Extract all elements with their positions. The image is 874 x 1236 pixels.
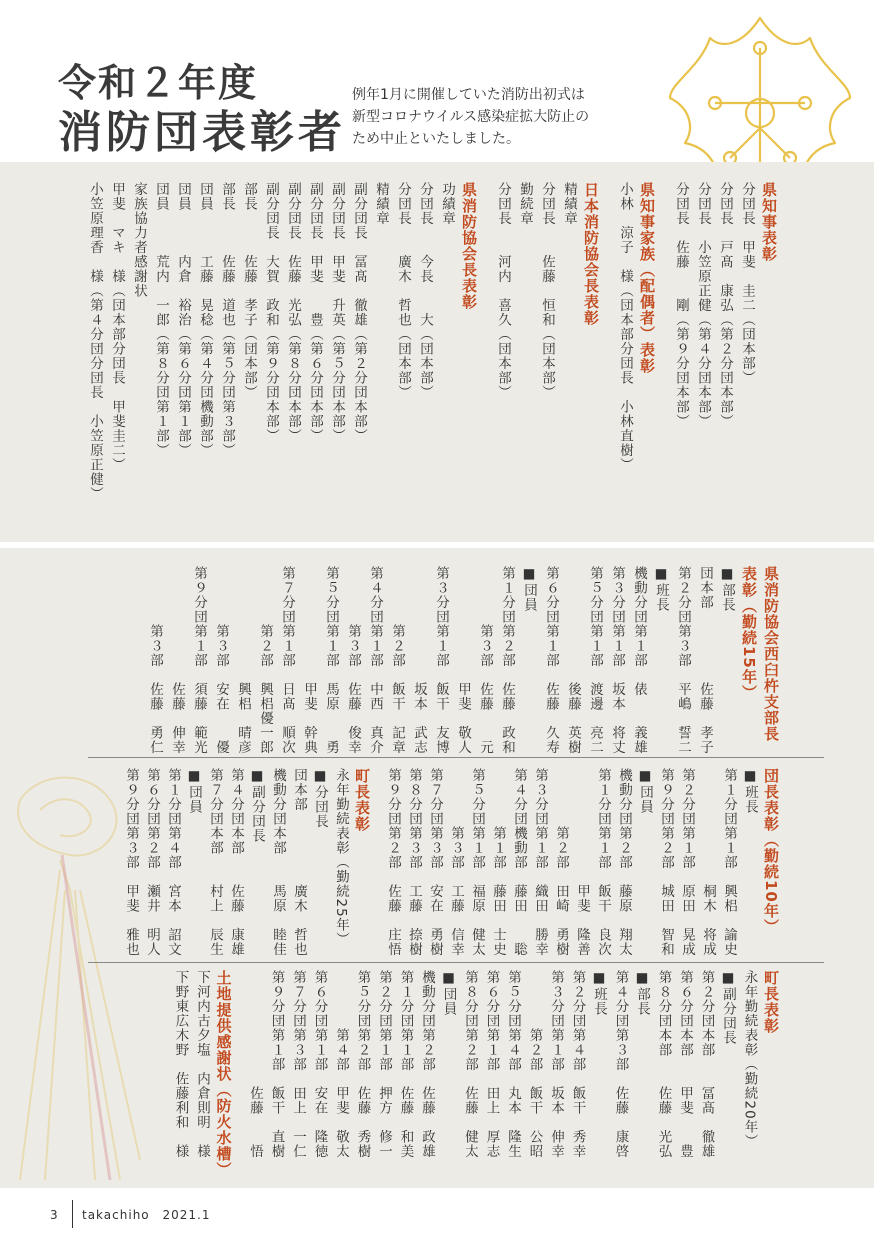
section-divider bbox=[88, 757, 824, 758]
award-entry: ■副分団長 bbox=[720, 970, 736, 1045]
intro-line: ため中止といたしました。 bbox=[352, 131, 520, 147]
award-entry: 第６分団第１部 田上 厚志 bbox=[483, 970, 500, 1159]
award-entry: 第１部 藤田 士史 bbox=[490, 768, 506, 957]
award-entry: 第２分団第３部 平嶋 誓二 bbox=[675, 566, 691, 755]
award-entry: 分団長 河内 喜久（団本部） bbox=[495, 182, 511, 400]
award-entry: 興梠 晴彦 bbox=[235, 566, 251, 755]
intro-text bbox=[352, 84, 589, 150]
award-entry: ■団員 bbox=[521, 566, 537, 612]
page-number: 3 bbox=[50, 1208, 58, 1222]
award-section-heading: 県知事表彰 bbox=[760, 182, 778, 262]
award-entry: 分団長 佐藤 恒和（団本部） bbox=[539, 182, 555, 400]
award-entry: 機動分団第２部 佐藤 政雄 bbox=[419, 970, 435, 1159]
award-entry: 第９分団第３部 甲斐 雅也 bbox=[123, 768, 139, 957]
issue-date: 2021.1 bbox=[162, 1208, 211, 1222]
award-entry: 機動分団本部 馬原 睦佳 bbox=[270, 768, 286, 957]
award-entry: 分団長 小笠原正健（第４分団本部） bbox=[695, 182, 711, 429]
award-entry: 第４分団第１部 中西 真介 bbox=[367, 566, 383, 755]
footer-magazine bbox=[82, 1208, 210, 1222]
award-entry: 第３部 佐藤 俊幸 bbox=[345, 566, 361, 755]
award-entry: 第７分団第１部 日髙 順次 bbox=[279, 566, 295, 755]
award-entry: 機動分団第２部 藤原 翔太 bbox=[616, 768, 632, 957]
award-entry: 第２分団第１部 押方 修一 bbox=[376, 970, 392, 1159]
award-entry: 第４分団第３部 佐藤 康啓 bbox=[612, 970, 629, 1159]
award-entry: 副分団長 冨髙 徹雄（第２分団本部） bbox=[351, 182, 367, 443]
award-entry: 部長 佐藤 孝子（団本部） bbox=[241, 182, 257, 400]
award-entry: 坂本 武志 bbox=[411, 566, 427, 755]
award-entry: 分団長 甲斐 圭二（団本部） bbox=[739, 182, 755, 385]
award-section-heading: 県消防協会西臼杵支部長 bbox=[762, 566, 780, 742]
award-entry: 第６分団本部 甲斐 豊 bbox=[677, 970, 693, 1159]
award-entry: 団員 内倉 裕治（第６分団第１部） bbox=[175, 182, 191, 458]
award-entry: 第８分団第２部 佐藤 健太 bbox=[462, 970, 478, 1159]
award-entry: 第２分団第１部 原田 晃成 bbox=[679, 768, 695, 957]
award-entry: 第４分団機動部 藤田 聡 bbox=[511, 768, 527, 957]
award-entry: 第４分団本部 佐藤 康雄 bbox=[228, 768, 244, 957]
award-entry: 第９分団第２部 城田 智和 bbox=[658, 768, 674, 957]
award-entry: 第３部 工藤 信幸 bbox=[448, 768, 464, 957]
award-entry: 第２分団本部 冨髙 徹雄 bbox=[698, 970, 715, 1159]
award-section-heading: 土地提供感謝状（防火水槽） bbox=[214, 970, 233, 1178]
award-entry: 勤続章 bbox=[517, 182, 533, 226]
award-entry: 第５分団第１部 福原 健太 bbox=[469, 768, 485, 957]
award-entry: 第７分団第３部 安在 勇樹 bbox=[427, 768, 443, 957]
award-entry: 第５分団第１部 馬原 勇 bbox=[323, 566, 339, 755]
award-entry: 分団長 戸髙 康弘（第２分団本部） bbox=[717, 182, 733, 429]
award-entry: 団員 工藤 晃稔（第４分団機動部） bbox=[197, 182, 213, 458]
award-entry: 第８分団本部 佐藤 光弘 bbox=[655, 970, 672, 1159]
intro-line: 新型コロナウイルス感染症拡大防止の bbox=[352, 109, 590, 125]
award-entry: 第１分団第４部 宮本 詔文 bbox=[165, 768, 181, 957]
award-entry: 第３分団第１部 織田 勝幸 bbox=[532, 768, 548, 957]
award-entry: 第１分団第１部 飯干 良次 bbox=[595, 768, 611, 957]
award-entry: 団本部 廣木 哲也 bbox=[291, 768, 307, 957]
award-entry: 小笠原理香 様（第４分団分団長 小笠原正健） bbox=[87, 182, 103, 501]
award-entry: 功績章 bbox=[439, 182, 455, 226]
award-section-heading: 県知事家族（配偶者）表彰 bbox=[638, 182, 656, 374]
award-entry: 桐木 将成 bbox=[700, 768, 716, 957]
award-entry: 第３分団第１部 坂本 将丈 bbox=[609, 566, 625, 755]
award-entry: 永年勤続表彰（勤続20年） bbox=[741, 970, 758, 1149]
award-entry: 第２部 興梠優一郎 bbox=[257, 566, 273, 755]
award-entry: 下野東広木野 佐藤利和 様 bbox=[172, 970, 189, 1159]
award-entry: 第７分団第３部 田上 一仁 bbox=[290, 970, 306, 1159]
award-entry: 第６分団第２部 瀬井 明人 bbox=[144, 768, 160, 957]
award-entry: 第３部 安在 優 bbox=[213, 566, 229, 755]
award-entry: 後藤 英樹 bbox=[565, 566, 581, 755]
award-section-heading: 県消防協会長表彰 bbox=[460, 182, 478, 310]
award-entry: 第５分団第１部 渡邊 亮二 bbox=[587, 566, 603, 755]
award-entry: 精績章 bbox=[561, 182, 577, 226]
award-entry: 第９分団第１部 飯干 直樹 bbox=[268, 970, 285, 1159]
award-entry: 第５分団第４部 丸本 隆生 bbox=[505, 970, 521, 1159]
award-section-heading: 日本消防協会長表彰 bbox=[582, 182, 600, 326]
award-entry: ■部長 bbox=[634, 970, 650, 1016]
award-entry: ■副分団長 bbox=[249, 768, 265, 843]
award-section-heading: 団長表彰（勤続10年） bbox=[762, 768, 780, 935]
award-entry: 分団長 廣木 哲也（団本部） bbox=[395, 182, 411, 400]
award-entry: 第３部 佐藤 元 bbox=[477, 566, 493, 755]
award-entry: 第２分団第４部 飯干 秀幸 bbox=[569, 970, 586, 1159]
award-entry: ■部長 bbox=[719, 566, 735, 612]
award-entry: 機動分団第１部 俵 義雄 bbox=[631, 566, 647, 755]
award-entry: 団本部 佐藤 孝子 bbox=[697, 566, 713, 755]
award-entry: 甲斐 幹典 bbox=[301, 566, 317, 755]
award-entry: 第３分団第１部 坂本 伸幸 bbox=[548, 970, 564, 1159]
intro-line: 例年1月に開催していた消防出初式は bbox=[352, 87, 585, 103]
award-section-heading: 町長表彰 bbox=[762, 970, 780, 1034]
award-section-heading: 町長表彰 bbox=[353, 768, 371, 832]
award-section-heading: 表彰（勤続15年） bbox=[740, 566, 758, 701]
section-divider bbox=[88, 962, 824, 963]
award-entry: 副分団長 甲斐 升英（第５分団本部） bbox=[329, 182, 345, 443]
award-entry: ■班長 bbox=[742, 768, 758, 814]
award-entry: 甲斐 マキ 様（団本部分団長 甲斐圭二） bbox=[109, 182, 125, 472]
award-entry: 第７分団本部 村上 辰生 bbox=[207, 768, 223, 957]
award-entry: 副分団長 大賀 政和（第９分団本部） bbox=[263, 182, 279, 443]
award-entry: 第９分団第２部 佐藤 庄悟 bbox=[385, 768, 401, 957]
page-title: 消防団表彰者 bbox=[58, 107, 346, 158]
award-entry: 甲斐 隆善 bbox=[574, 768, 590, 957]
award-entry: 第６分団第１部 安在 隆徳 bbox=[311, 970, 328, 1159]
award-entry: 家族協力者感謝状 bbox=[131, 182, 147, 298]
award-entry: 第２部 飯干 公昭 bbox=[526, 970, 543, 1159]
award-entry: ■分団長 bbox=[312, 768, 328, 829]
award-entry: ■団員 bbox=[440, 970, 457, 1016]
award-entry: 副分団長 甲斐 豊（第６分団本部） bbox=[307, 182, 323, 443]
award-entry: 甲斐 敬人 bbox=[455, 566, 471, 755]
award-entry: 小林 涼子 様（団本部分団長 小林直樹） bbox=[617, 182, 633, 472]
award-entry: 第８分団第３部 工藤 捺樹 bbox=[406, 768, 422, 957]
award-entry: 佐藤 伸幸 bbox=[169, 566, 185, 755]
award-entry: 第３分団第１部 飯干 友博 bbox=[433, 566, 449, 755]
award-entry: 第６分団第１部 佐藤 久寿 bbox=[543, 566, 559, 755]
award-entry: 第１分団第２部 佐藤 政和 bbox=[499, 566, 515, 755]
footer-divider bbox=[72, 1200, 73, 1228]
award-entry: 第１分団第１部 佐藤 和美 bbox=[397, 970, 414, 1159]
award-entry: 佐藤 悟 bbox=[247, 970, 263, 1159]
award-entry: 分団長 佐藤 剛（第９分団本部） bbox=[673, 182, 689, 429]
award-entry: 第４部 甲斐 敬太 bbox=[333, 970, 349, 1159]
magazine-name: takachiho bbox=[82, 1208, 150, 1222]
award-entry: 下河内古夕塩 内倉則明 様 bbox=[194, 970, 210, 1159]
award-entry: 永年勤続表彰（勤続25年） bbox=[333, 768, 349, 947]
award-entry: 部長 佐藤 道也（第５分団第３部） bbox=[219, 182, 235, 458]
award-entry: 第５分団第２部 佐藤 秀樹 bbox=[354, 970, 371, 1159]
award-entry: ■班長 bbox=[653, 566, 669, 612]
award-entry: 団員 荒内 一郎（第８分団第１部） bbox=[153, 182, 169, 458]
award-entry: 第１分団第１部 興梠 諭史 bbox=[721, 768, 737, 957]
award-entry: ■団員 bbox=[637, 768, 653, 814]
award-entry: ■団員 bbox=[186, 768, 202, 814]
award-entry: 精績章 bbox=[373, 182, 389, 226]
award-entry: 第２部 飯干 記章 bbox=[389, 566, 405, 755]
award-entry: 第９分団第１部 須藤 範光 bbox=[191, 566, 207, 755]
award-entry: ■班長 bbox=[591, 970, 607, 1016]
award-entry: 第２部 田崎 勇樹 bbox=[553, 768, 569, 957]
award-entry: 副分団長 佐藤 光弘（第８分団本部） bbox=[285, 182, 301, 443]
page-title-year: 令和２年度 bbox=[58, 60, 259, 105]
award-entry: 第３部 佐藤 勇仁 bbox=[147, 566, 163, 755]
award-entry: 分団長 今長 大（団本部） bbox=[417, 182, 433, 400]
